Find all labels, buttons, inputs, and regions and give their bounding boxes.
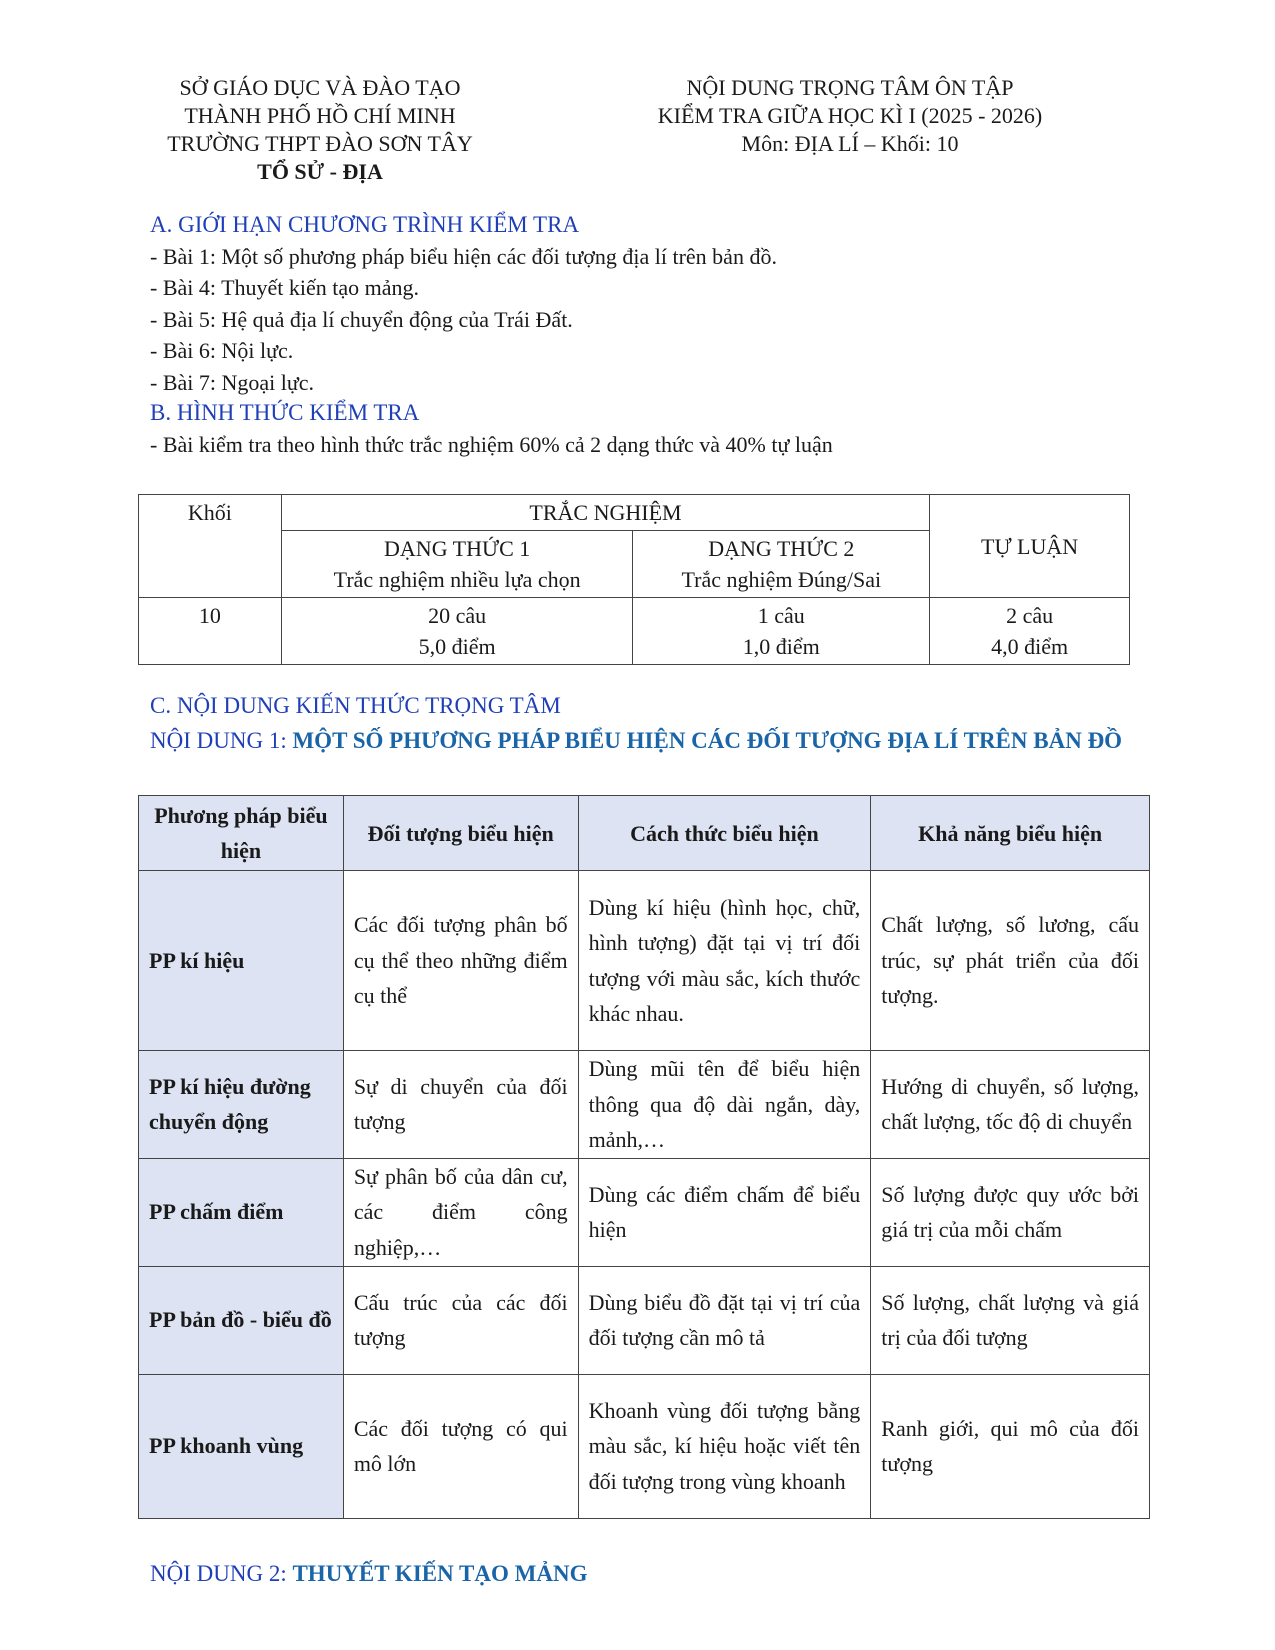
table-row	[139, 1051, 1150, 1159]
how-cell: Dùng mũi tên để biểu hiện thông qua độ dài ngắn, dày, mảnh,…	[578, 1051, 871, 1159]
essay-points: 4,0 điểm	[991, 634, 1069, 659]
syllabus-item: - Bài 7: Ngoại lực.	[150, 370, 315, 395]
object-cell: Sự di chuyển của đối tượng	[343, 1051, 578, 1159]
method-cell: PP kí hiệu đường chuyển động	[139, 1051, 344, 1159]
table-row	[139, 871, 1150, 1051]
methods-table	[138, 795, 1150, 1519]
syllabus-item: - Bài 6: Nội lực.	[150, 338, 294, 363]
ability-cell: Chất lượng, số lương, cấu trúc, sự phát triển của đối tượng.	[871, 871, 1150, 1051]
table-row	[139, 1374, 1150, 1518]
mcq-header: TRẮC NGHIỆM	[281, 495, 929, 531]
form2-title: DẠNG THỨC 2	[708, 536, 855, 561]
ability-cell: Ranh giới, qui mô của đối tượng	[871, 1374, 1150, 1518]
content1-title: MỘT SỐ PHƯƠNG PHÁP BIỂU HIỆN CÁC ĐỐI TƯỢNG ĐỊA LÍ TRÊN BẢN ĐỒ	[292, 728, 1123, 753]
syllabus-item: - Bài 5: Hệ quả địa lí chuyển động của Trái Đất.	[150, 307, 573, 332]
col-header-how: Cách thức biểu hiện	[578, 796, 871, 871]
essay-header: TỰ LUẬN	[930, 495, 1130, 598]
document-header	[620, 74, 1080, 158]
syllabus-item: - Bài 4: Thuyết kiến tạo mảng.	[150, 275, 420, 300]
how-cell: Dùng kí hiệu (hình học, chữ, hình tượng) đặt tại vị trí đối tượng với màu sắc, kích thước khác nhau.	[578, 871, 871, 1051]
section-c-title: C. NỘI DUNG KIẾN THỨC TRỌNG TÂM	[150, 693, 561, 718]
content2-title: THUYẾT KIẾN TẠO MẢNG	[292, 1561, 588, 1586]
form2-questions: 1 câu	[757, 603, 805, 628]
form2-points: 1,0 điểm	[742, 634, 820, 659]
methods-header-row	[139, 796, 1150, 871]
method-cell: PP kí hiệu	[139, 871, 344, 1051]
syllabus-item: - Bài 1: Một số phương pháp biểu hiện các đối tượng địa lí trên bản đồ.	[150, 244, 777, 269]
method-cell: PP chấm điểm	[139, 1158, 344, 1266]
form1-points: 5,0 điểm	[418, 634, 496, 659]
form2-cell	[633, 598, 930, 665]
ability-cell: Số lượng được quy ước bởi giá trị của mỗi chấm	[871, 1158, 1150, 1266]
school-name: TRƯỜNG THPT ĐÀO SƠN TÂY	[167, 131, 473, 156]
col-header-method: Phương pháp biểu hiện	[139, 796, 344, 871]
essay-cell	[930, 598, 1130, 665]
object-cell: Sự phân bố của dân cư, các điểm công nghiệp,…	[343, 1158, 578, 1266]
col-header-ability: Khả năng biểu hiện	[871, 796, 1150, 871]
content2-heading	[150, 1558, 1130, 1590]
department-line: SỞ GIÁO DỤC VÀ ĐÀO TẠO	[179, 75, 461, 100]
how-cell: Dùng biểu đồ đặt tại vị trí của đối tượng cần mô tả	[578, 1266, 871, 1374]
form1-title: DẠNG THỨC 1	[384, 536, 531, 561]
section-b-title: B. HÌNH THỨC KIỂM TRA	[150, 400, 420, 425]
form2-subtitle: Trắc nghiệm Đúng/Sai	[681, 567, 882, 592]
form1-questions: 20 câu	[428, 603, 487, 628]
table-row	[139, 1266, 1150, 1374]
object-cell: Các đối tượng phân bố cụ thể theo những điểm cụ thể	[343, 871, 578, 1051]
subject-grade: Môn: ĐỊA LÍ – Khối: 10	[741, 131, 959, 156]
document-title: NỘI DUNG TRỌNG TÂM ÔN TẬP	[686, 75, 1014, 100]
grade-cell: 10	[139, 598, 282, 665]
essay-questions: 2 câu	[1006, 603, 1054, 628]
form2-header	[633, 531, 930, 598]
content1-prefix: NỘI DUNG 1:	[150, 728, 293, 753]
team-name: TỔ SỬ - ĐỊA	[257, 159, 383, 184]
ability-cell: Hướng di chuyển, số lượng, chất lượng, tốc độ di chuyển	[871, 1051, 1150, 1159]
section-a-title: A. GIỚI HẠN CHƯƠNG TRÌNH KIỂM TRA	[150, 212, 580, 237]
how-cell: Khoanh vùng đối tượng bằng màu sắc, kí hiệu hoặc viết tên đối tượng trong vùng khoanh	[578, 1374, 871, 1518]
exam-structure-table	[138, 494, 1130, 665]
table-row	[139, 1158, 1150, 1266]
object-cell: Các đối tượng có qui mô lớn	[343, 1374, 578, 1518]
method-cell: PP khoanh vùng	[139, 1374, 344, 1518]
col-header-object: Đối tượng biểu hiện	[343, 796, 578, 871]
ability-cell: Số lượng, chất lượng và giá trị của đối tượng	[871, 1266, 1150, 1374]
content2-prefix: NỘI DUNG 2:	[150, 1561, 293, 1586]
method-cell: PP bản đồ - biểu đồ	[139, 1266, 344, 1374]
form1-cell	[281, 598, 633, 665]
city-line: THÀNH PHỐ HỒ CHÍ MINH	[184, 103, 456, 128]
how-cell: Dùng các điểm chấm để biểu hiện	[578, 1158, 871, 1266]
form1-subtitle: Trắc nghiệm nhiều lựa chọn	[333, 567, 581, 592]
form1-header	[281, 531, 633, 598]
grade-header: Khối	[139, 495, 282, 598]
exam-format-desc: - Bài kiểm tra theo hình thức trắc nghiệm 60% cả 2 dạng thức và 40% tự luận	[150, 432, 833, 457]
object-cell: Cấu trúc của các đối tượng	[343, 1266, 578, 1374]
exam-title: KIỂM TRA GIỮA HỌC KÌ I (2025 - 2026)	[657, 103, 1043, 128]
content1-heading	[150, 725, 1130, 757]
department-header	[140, 74, 500, 186]
